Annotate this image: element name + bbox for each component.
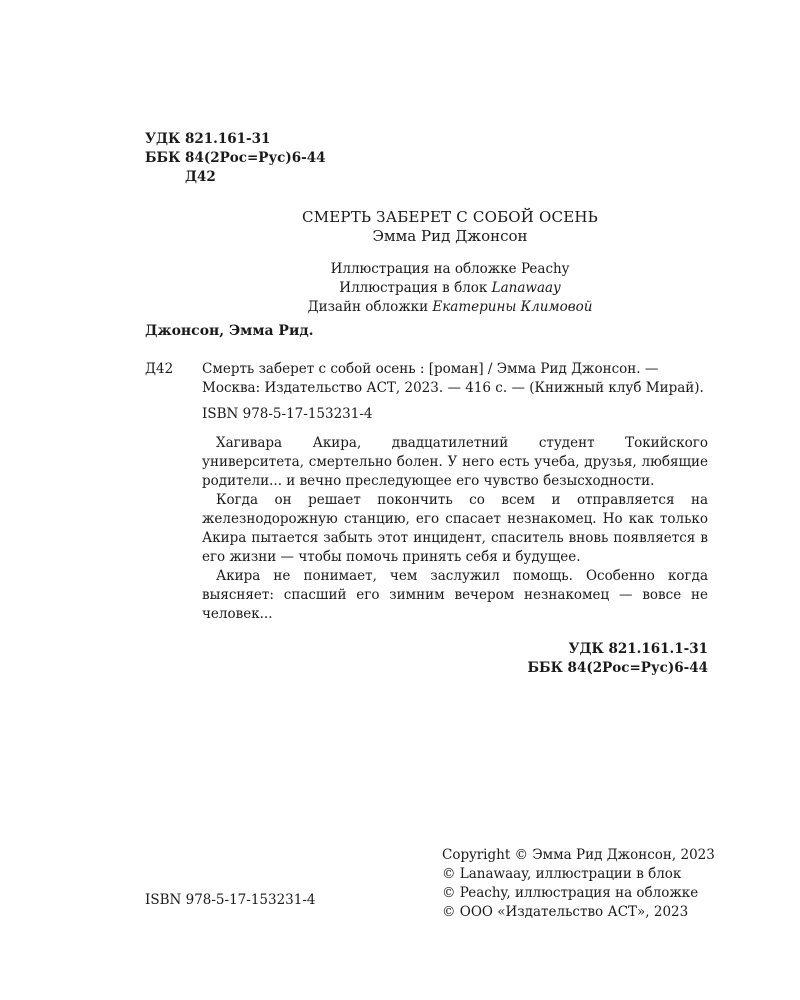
- catalog-entry-author: Джонсон, Эмма Рид.: [145, 323, 314, 339]
- copyright-line-1: Copyright © Эмма Рид Джонсон, 2023: [442, 847, 715, 863]
- illustration-credits: [200, 260, 700, 317]
- classification-codes-bottom: [450, 640, 708, 678]
- catalog-entry-description: [202, 360, 705, 398]
- book-author: Эмма Рид Джонсон: [372, 227, 528, 245]
- catalog-entry-code: Д42: [145, 361, 174, 377]
- author-mark: Д42: [185, 169, 216, 185]
- annotation-paragraph-3: Акира не понимает, чем заслужил помощь. Особенно когда выясняет: спасший его зимним вечером незнакомец — вовсе не человек...: [202, 568, 708, 622]
- cover-design-credit: [200, 298, 700, 317]
- copyright-line-2: © Lanawaay, иллюстрации в блок: [442, 866, 682, 882]
- annotation-paragraph-2: Когда он решает покончить со всем и отправляется на железнодорожную станцию, его спасает незнакомец. Но как только Акира пытается забыть этот инцидент, спаситель вновь появляется в его жизни — чтобы помочь принять себя и будущее.: [202, 492, 708, 565]
- title-block: [200, 208, 700, 246]
- cover-illustration-credit: [200, 260, 700, 279]
- copyright-block: [442, 846, 722, 922]
- cover-credit-label: Иллюстрация на обложке: [330, 261, 517, 277]
- book-title: СМЕРТЬ ЗАБЕРЕТ С СОБОЙ ОСЕНЬ: [302, 208, 598, 226]
- design-credit-name: Екатерины Климовой: [432, 299, 593, 315]
- classification-codes-top: [145, 130, 445, 187]
- catalog-entry-line-1: Смерть заберет с собой осень : [роман] / Эмма Рид Джонсон. —: [202, 361, 659, 377]
- annotation: [202, 434, 708, 624]
- annotation-paragraph-1: Хагивара Акира, двадцатилетний студент Токийского университета, смертельно болен. У него есть учеба, друзья, любящие родители... и вечно преследующее его чувство безысходности.: [202, 435, 708, 489]
- udk-code: УДК 821.161-31: [145, 131, 271, 147]
- block-credit-label: Иллюстрация в блок: [339, 280, 488, 296]
- block-illustration-credit: [200, 279, 700, 298]
- bbk-code-bottom: ББК 84(2Рос=Рус)6-44: [527, 660, 708, 676]
- isbn-bottom: ISBN 978-5-17-153231-4: [145, 892, 316, 908]
- udk-code-bottom: УДК 821.161.1-31: [568, 641, 708, 657]
- block-credit-name: Lanawaay: [491, 280, 561, 296]
- bbk-code: ББК 84(2Рос=Рус)6-44: [145, 150, 326, 166]
- catalog-entry-isbn: ISBN 978-5-17-153231-4: [202, 406, 373, 422]
- copyright-line-4: © ООО «Издательство АСТ», 2023: [442, 904, 689, 920]
- design-credit-label: Дизайн обложки: [307, 299, 429, 315]
- catalog-entry-line-2: Москва: Издательство АСТ, 2023. — 416 с. — (Книжный клуб Мирай).: [202, 380, 704, 396]
- cover-credit-name: Peachy: [520, 261, 570, 277]
- copyright-line-3: © Peachy, иллюстрация на обложке: [442, 885, 699, 901]
